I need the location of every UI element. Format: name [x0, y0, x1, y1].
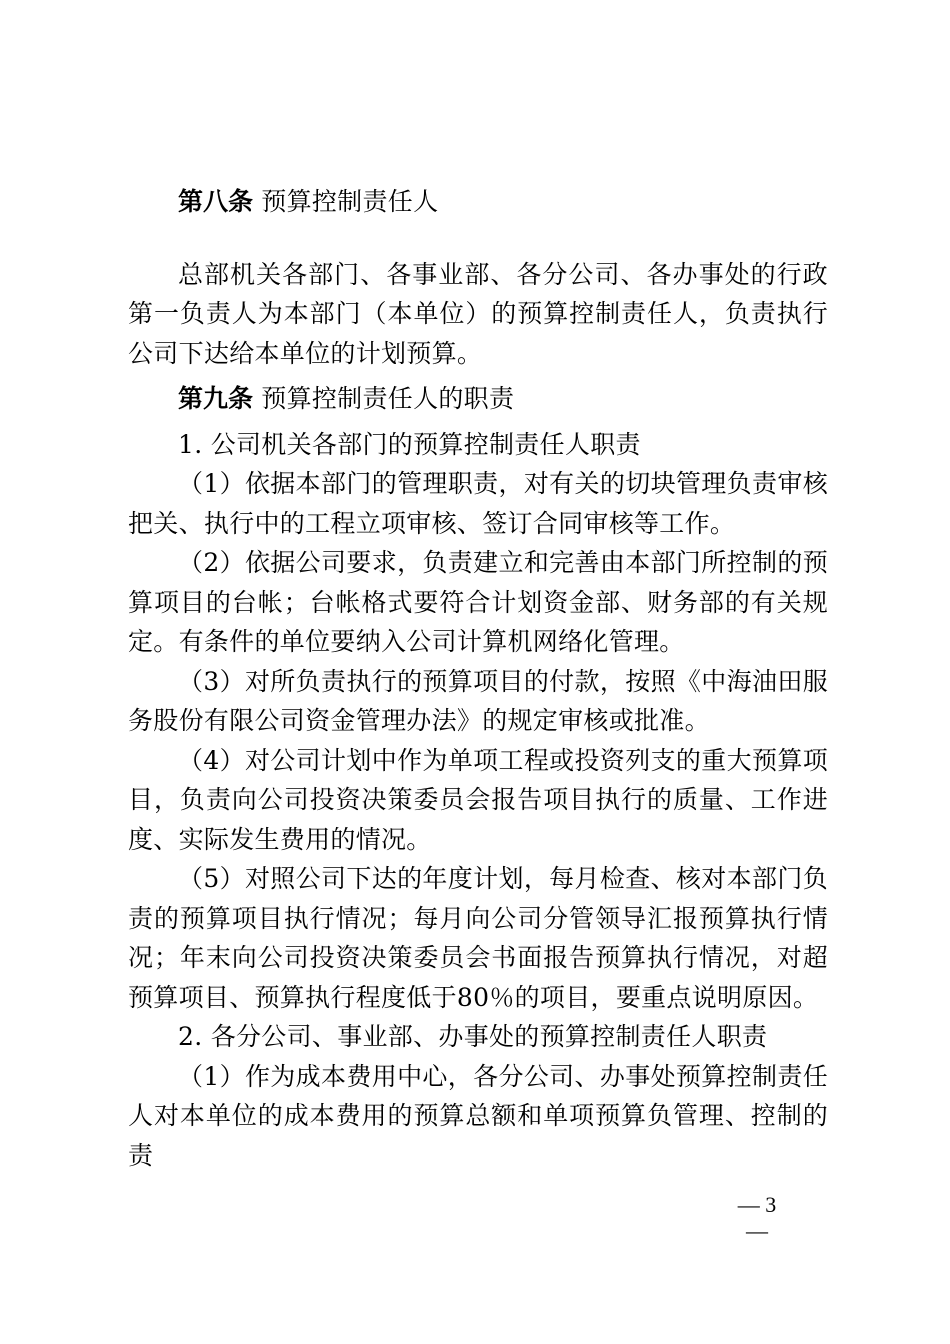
- document-body: [128, 182, 828, 1175]
- section-2-item-1: （1）作为成本费用中心，各分公司、办事处预算控制责任人对本单位的成本费用的预算总额和单项预算负管理、控制的责: [128, 1061, 828, 1170]
- article-9-heading: [128, 379, 828, 419]
- page-number: — 3 —: [737, 1192, 777, 1243]
- article-9-label: 第九条: [178, 384, 254, 413]
- article-9-title: 预算控制责任人的职责: [261, 384, 515, 413]
- article-8-heading: [128, 182, 828, 222]
- article-8-title: 预算控制责任人: [261, 187, 439, 216]
- article-8-label: 第八条: [178, 187, 254, 216]
- article-8-body: 总部机关各部门、各事业部、各分公司、各办事处的行政第一负责人为本部门（本单位）的预算控制责任人，负责执行公司下达给本单位的计划预算。: [128, 259, 828, 368]
- section-1-item-1: （1）依据本部门的管理职责，对有关的切块管理负责审核把关、执行中的工程立项审核、签订合同审核等工作。: [128, 469, 828, 538]
- section-1-item-5: （5）对照公司下达的年度计划，每月检查、核对本部门负责的预算项目执行情况；每月向公司分管领导汇报预算执行情况；年末向公司投资决策委员会书面报告预算执行情况，对超预算项目、预算执行程度低于80％的项目，要重点说明原因。: [128, 864, 828, 1012]
- section-1-item-3: （3）对所负责执行的预算项目的付款，按照《中海油田服务股份有限公司资金管理办法》的规定审核或批准。: [128, 666, 828, 735]
- section-1-item-4: （4）对公司计划中作为单项工程或投资列支的重大预算项目，负责向公司投资决策委员会报告项目执行的质量、工作进度、实际发生费用的情况。: [128, 745, 828, 854]
- section-2-heading: 2. 各分公司、事业部、办事处的预算控制责任人职责: [178, 1022, 768, 1051]
- section-1-heading: 1. 公司机关各部门的预算控制责任人职责: [178, 429, 641, 459]
- section-1-item-2: （2）依据公司要求，负责建立和完善由本部门所控制的预算项目的台帐；台帐格式要符合计划资金部、财务部的有关规定。有条件的单位要纳入公司计算机网络化管理。: [128, 548, 828, 656]
